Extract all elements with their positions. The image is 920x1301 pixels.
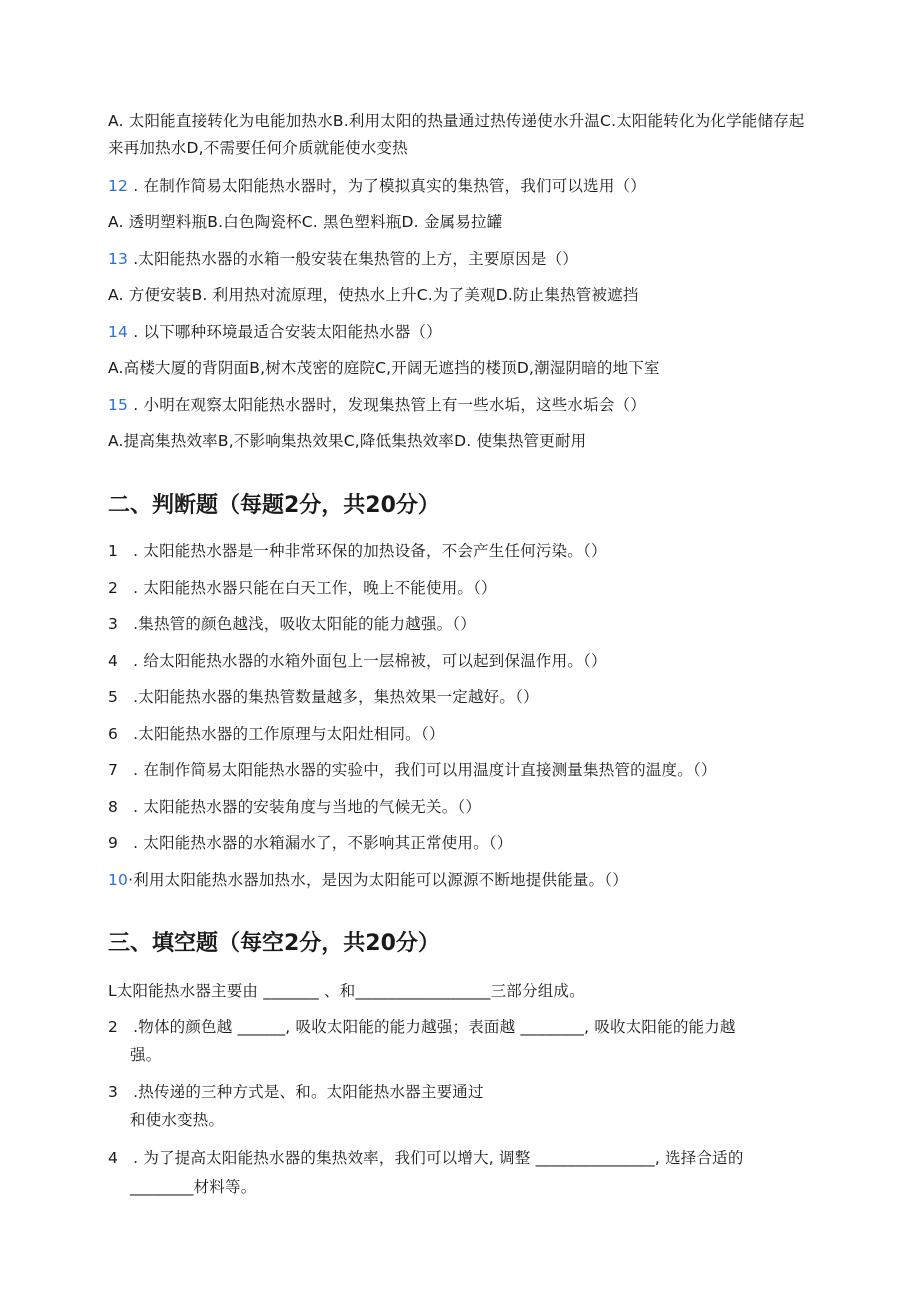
question-15-options: A.提高集热效率B,不影响集热效果C,降低集热效率D. 使集热管更耐用 (108, 432, 587, 450)
question-text: . 太阳能热水器的安装角度与当地的气候无关。（） (133, 798, 482, 816)
section-2-title: 二、判断题（每题2分，共20分） (108, 493, 440, 518)
question-number: 3 (108, 615, 119, 633)
question-number: 5 (108, 688, 119, 706)
question-number: 14 (108, 323, 129, 341)
fill-question-1: L太阳能热水器主要由 _______ 、和_________________三部分组成。 (108, 982, 585, 1000)
question-text: .物体的颜色越 ______, 吸收太阳能的能力越强；表面越 ________, 吸收太阳能的能力越 (128, 1018, 736, 1036)
fill-question-4-continued: ________材料等。 (130, 1178, 257, 1196)
judge-question-9 (108, 833, 818, 853)
judge-question-6 (108, 724, 818, 744)
question-12 (108, 176, 818, 196)
question-text: ·利用太阳能热水器加热水，是因为太阳能可以源源不断地提供能量。（） (128, 871, 628, 889)
judge-question-7 (108, 760, 818, 780)
judge-question-10 (108, 870, 818, 890)
question-text: . 太阳能热水器是一种非常环保的加热设备，不会产生任何污染。（） (133, 542, 607, 560)
fill-question-4 (108, 1148, 818, 1168)
fill-question-2 (108, 1017, 818, 1037)
question-number: 7 (108, 761, 119, 779)
question-number: 2 (108, 579, 119, 597)
question-13-options: A. 方便安装B. 利用热对流原理，使热水上升C.为了美观D.防止集热管被遮挡 (108, 286, 639, 304)
question-15 (108, 395, 818, 415)
judge-question-1 (108, 541, 818, 561)
question-text: . 太阳能热水器只能在白天工作，晚上不能使用。（） (133, 579, 497, 597)
question-number: 9 (108, 834, 119, 852)
question-text: .太阳能热水器的工作原理与太阳灶相同。（） (133, 725, 445, 743)
question-number: 1 (108, 542, 119, 560)
question-text: .热传递的三种方式是、和。太阳能热水器主要通过 (128, 1083, 484, 1101)
question-text: .太阳能热水器的集热管数量越多，集热效果一定越好。（） (133, 688, 539, 706)
question-number: 4 (108, 1149, 119, 1167)
question-number: 6 (108, 725, 119, 743)
section-3-title: 三、填空题（每空2分，共20分） (108, 931, 440, 956)
question-number: 15 (108, 396, 129, 414)
question-text: . 在制作简易太阳能热水器的实验中，我们可以用温度计直接测量集热管的温度。（） (133, 761, 717, 779)
question-13 (108, 249, 818, 269)
question-number: 4 (108, 652, 119, 670)
fill-question-2-continued: 强。 (130, 1046, 162, 1064)
question-number: 10 (108, 871, 129, 889)
judge-question-8 (108, 797, 818, 817)
question-text: .集热管的颜色越浅，吸收太阳能的能力越强。（） (133, 615, 476, 633)
question-number: 2 (108, 1018, 119, 1036)
fill-question-3 (108, 1082, 818, 1102)
question-number: 12 (108, 177, 129, 195)
question-text: .太阳能热水器的水箱一般安装在集热管的上方，主要原因是（） (133, 250, 578, 268)
question-text: . 以下哪种环境最适合安装太阳能热水器（） (133, 323, 442, 341)
question-text: . 小明在观察太阳能热水器时，发现集热管上有一些水垢，这些水垢会（） (133, 396, 646, 414)
question-number: 13 (108, 250, 129, 268)
question-text: . 太阳能热水器的水箱漏水了，不影响其正常使用。（） (133, 834, 513, 852)
question-number: 8 (108, 798, 119, 816)
question-number: 3 (108, 1083, 119, 1101)
question-11-options: A. 太阳能直接转化为电能加热水B.利用太阳的热量通过热传递使水升温C.太阳能转化为化学能储存起来再加热水D,不需要任何介质就能使水变热 (108, 112, 805, 157)
question-text: . 在制作简易太阳能热水器时，为了模拟真实的集热管，我们可以选用（） (133, 177, 646, 195)
fill-question-3-continued: 和使水变热。 (130, 1111, 225, 1129)
question-text: . 给太阳能热水器的水箱外面包上一层棉被，可以起到保温作用。（） (133, 652, 607, 670)
judge-question-5 (108, 687, 818, 707)
question-12-options: A. 透明塑料瓶B.白色陶瓷杯C. 黑色塑料瓶D. 金属易拉罐 (108, 213, 503, 231)
judge-question-3 (108, 614, 818, 634)
judge-question-4 (108, 651, 818, 671)
question-14-options: A.高楼大厦的背阴面B,树木茂密的庭院C,开阔无遮挡的楼顶D,潮湿阴暗的地下室 (108, 359, 660, 377)
judge-question-2 (108, 578, 818, 598)
question-text: . 为了提高太阳能热水器的集热效率，我们可以增大, 调整 _______________, 选择合适的 (128, 1149, 744, 1167)
question-14 (108, 322, 818, 342)
